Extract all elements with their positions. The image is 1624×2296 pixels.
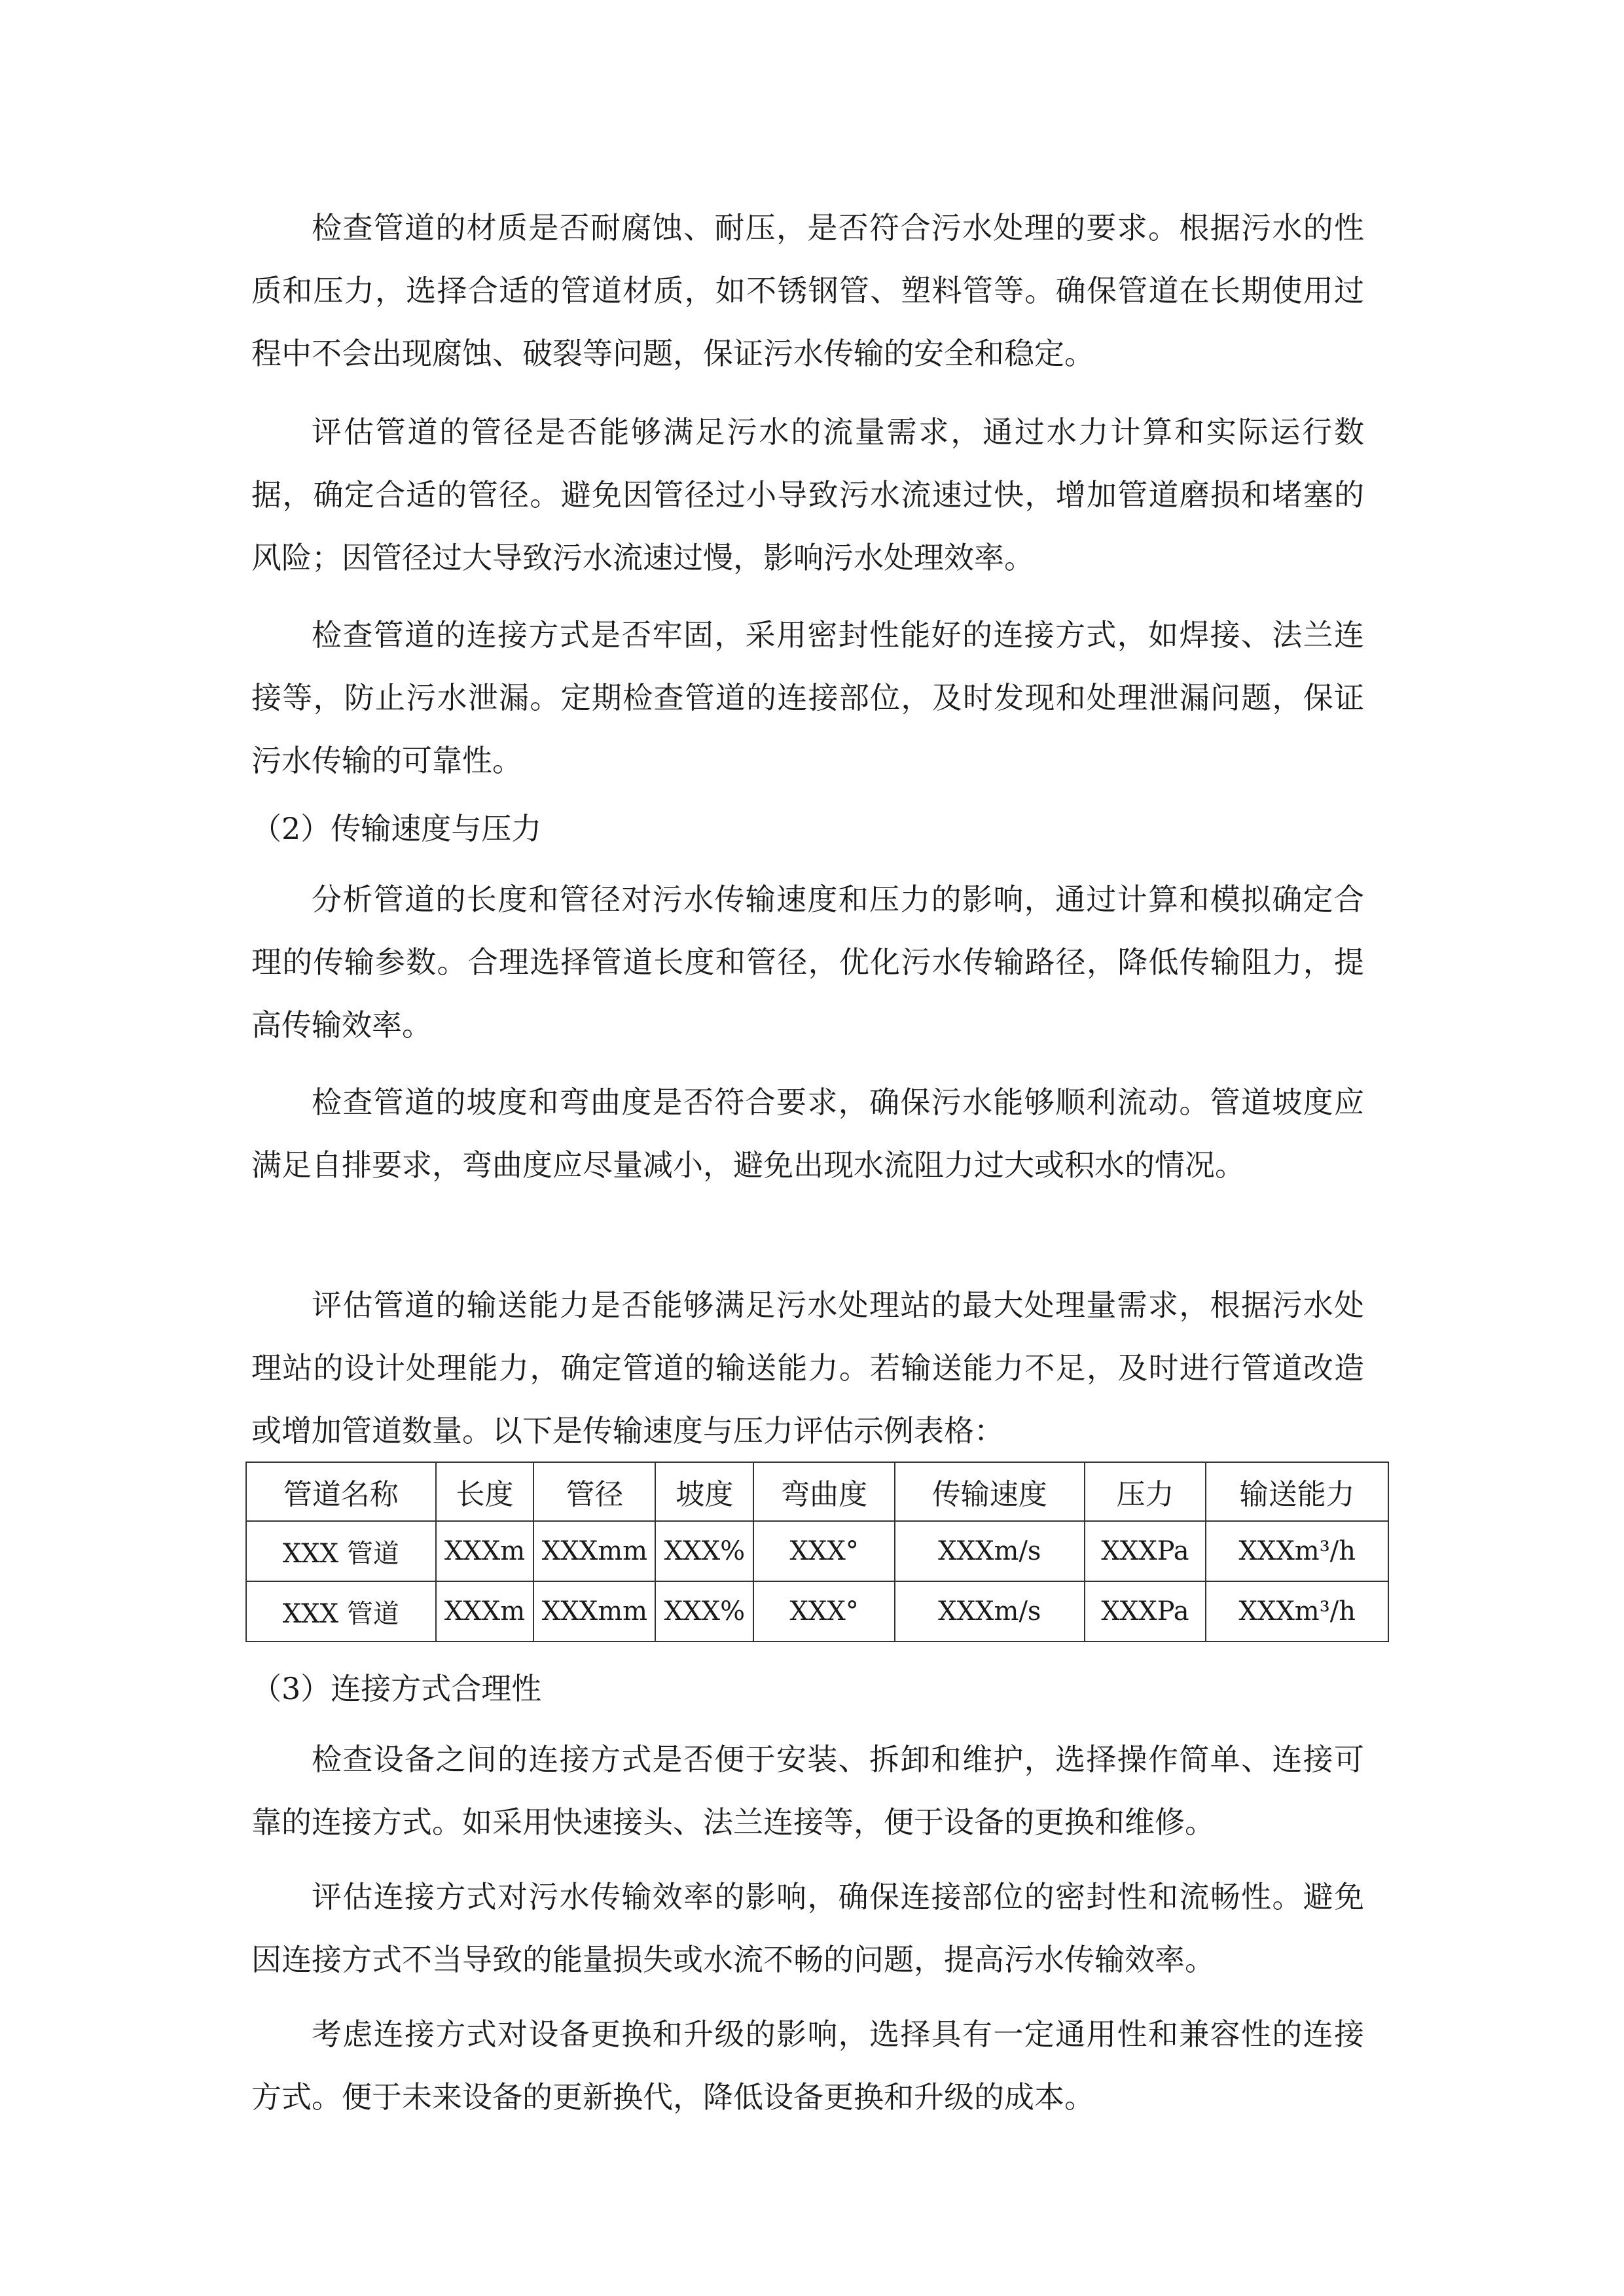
table-cell: XXXmm — [533, 1581, 655, 1641]
table-header-row — [246, 1462, 1388, 1521]
table-cell: XXXm — [436, 1581, 534, 1641]
table-cell: XXXm/s — [895, 1521, 1085, 1581]
paragraph-connection-compatibility: 考虑连接方式对设备更换和升级的影响，选择具有一定通用性和兼容性的连接方式。便于未来设备的更新换代，降低设备更换和升级的成本。 — [251, 2017, 1364, 2115]
table-cell: XXXm — [436, 1521, 534, 1581]
table-cell: XXX 管道 — [246, 1581, 436, 1641]
table-header-cell: 管道名称 — [246, 1462, 436, 1521]
table-row — [246, 1581, 1388, 1641]
table-cell: XXX% — [655, 1581, 753, 1641]
table-header-cell: 管径 — [533, 1462, 655, 1521]
table-header-cell: 弯曲度 — [753, 1462, 895, 1521]
table-cell: XXXm/s — [895, 1581, 1085, 1641]
table-header-cell: 压力 — [1085, 1462, 1206, 1521]
paragraph-pipe-diameter: 评估管道的管径是否能够满足污水的流量需求，通过水力计算和实际运行数据，确定合适的管径。避免因管径过小导致污水流速过快，增加管道磨损和堵塞的风险；因管径过大导致污水流速过慢，影响污水处理效率。 — [251, 414, 1364, 575]
table-cell: XXXPa — [1085, 1581, 1206, 1641]
table-cell: XXX° — [753, 1581, 895, 1641]
paragraph-pipe-connection: 检查管道的连接方式是否牢固，采用密封性能好的连接方式，如焊接、法兰连接等，防止污水泄漏。定期检查管道的连接部位，及时发现和处理泄漏问题，保证污水传输的可靠性。 — [251, 617, 1364, 778]
table-header-cell: 长度 — [436, 1462, 534, 1521]
section-heading-transmission: （2）传输速度与压力 — [251, 811, 542, 846]
table-header-cell: 传输速度 — [895, 1462, 1085, 1521]
paragraph-connection-efficiency: 评估连接方式对污水传输效率的影响，确保连接部位的密封性和流畅性。避免因连接方式不当导致的能量损失或水流不畅的问题，提高污水传输效率。 — [251, 1879, 1364, 1977]
table-header-cell: 输送能力 — [1206, 1462, 1388, 1521]
table-header-cell: 坡度 — [655, 1462, 753, 1521]
paragraph-pipe-material: 检查管道的材质是否耐腐蚀、耐压，是否符合污水处理的要求。根据污水的性质和压力，选择合适的管道材质，如不锈钢管、塑料管等。确保管道在长期使用过程中不会出现腐蚀、破裂等问题，保证污水传输的安全和稳定。 — [251, 210, 1364, 371]
paragraph-equipment-connection: 检查设备之间的连接方式是否便于安装、拆卸和维护，选择操作简单、连接可靠的连接方式。如采用快速接头、法兰连接等，便于设备的更换和维修。 — [251, 1742, 1364, 1840]
table-cell: XXX° — [753, 1521, 895, 1581]
section-heading-connection: （3）连接方式合理性 — [251, 1671, 542, 1706]
transmission-table — [245, 1462, 1389, 1642]
table-cell: XXXm³/h — [1206, 1581, 1388, 1641]
table-row — [246, 1521, 1388, 1581]
paragraph-capacity: 评估管道的输送能力是否能够满足污水处理站的最大处理量需求，根据污水处理站的设计处理能力，确定管道的输送能力。若输送能力不足，及时进行管道改造或增加管道数量。以下是传输速度与压力评估示例表格： — [251, 1287, 1364, 1448]
paragraph-slope-curvature: 检查管道的坡度和弯曲度是否符合要求，确保污水能够顺利流动。管道坡度应满足自排要求，弯曲度应尽量减小，避免出现水流阻力过大或积水的情况。 — [251, 1085, 1364, 1183]
table-cell: XXX 管道 — [246, 1521, 436, 1581]
paragraph-length-diameter: 分析管道的长度和管径对污水传输速度和压力的影响，通过计算和模拟确定合理的传输参数。合理选择管道长度和管径，优化污水传输路径，降低传输阻力，提高传输效率。 — [251, 882, 1364, 1043]
table-cell: XXX% — [655, 1521, 753, 1581]
table-cell: XXXPa — [1085, 1521, 1206, 1581]
table-cell: XXXmm — [533, 1521, 655, 1581]
table-cell: XXXm³/h — [1206, 1521, 1388, 1581]
